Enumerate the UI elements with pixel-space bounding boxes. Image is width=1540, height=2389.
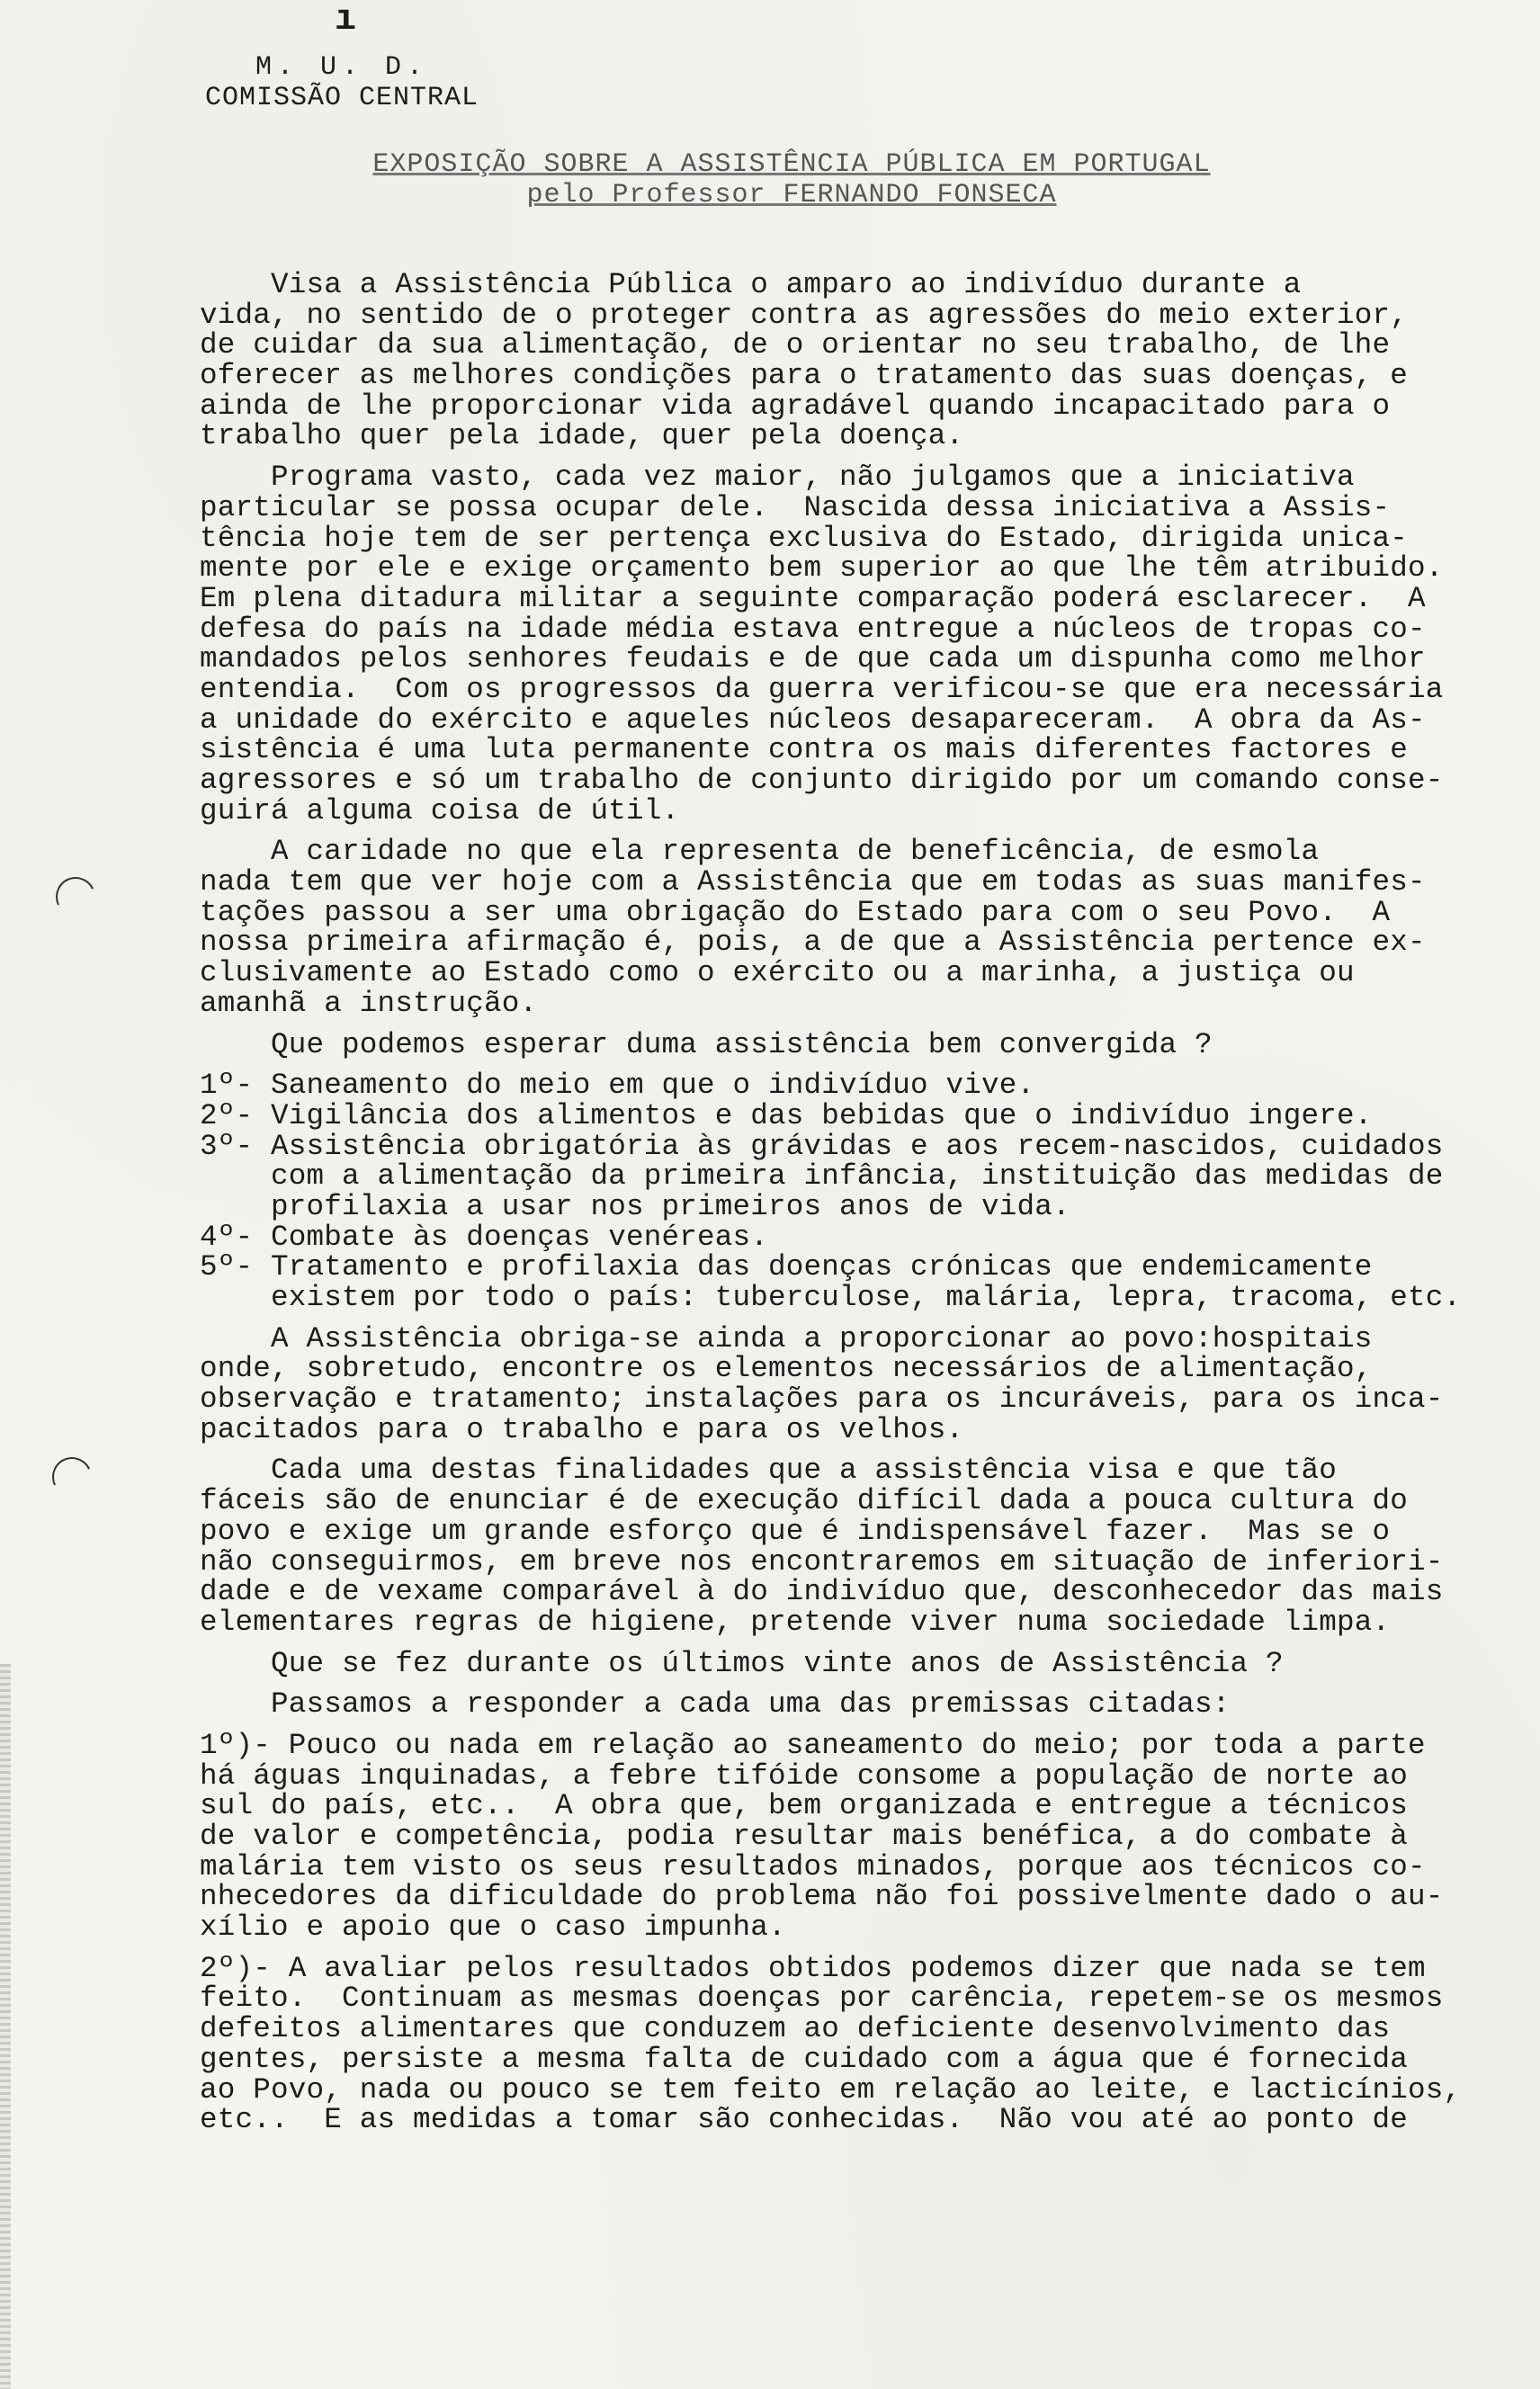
text-line: 3º- Assistência obrigatória às grávidas e aos recem-nascidos, cuidados bbox=[200, 1129, 1444, 1163]
text-line: oferecer as melhores condições para o tratamento das suas doenças, e bbox=[200, 359, 1409, 393]
text-line: nada tem que ver hoje com a Assistência que em todas as suas manifes- bbox=[200, 865, 1426, 899]
text-line: 1º)- Pouco ou nada em relação ao saneamento do meio; por toda a parte bbox=[200, 1728, 1426, 1762]
scan-edge-artifact bbox=[0, 1664, 11, 2389]
text-line: vida, no sentido de o proteger contra as agressões do meio exterior, bbox=[200, 298, 1409, 332]
text-line: Passamos a responder a cada uma das premissas citadas: bbox=[200, 1687, 1231, 1722]
text-line: ao Povo, nada ou pouco se tem feito em relação ao leite, e lacticínios, bbox=[200, 2072, 1462, 2107]
text-line: 5º- Tratamento e profilaxia das doenças crónicas que endemicamente bbox=[200, 1250, 1373, 1284]
text-line: elementares regras de higiene, pretende viver numa sociedade limpa. bbox=[200, 1605, 1391, 1639]
text-line: trabalho quer pela idade, quer pela doença. bbox=[200, 419, 964, 453]
text-line: mandados pelos senhores feudais e de que cada um dispunha como melhor bbox=[200, 642, 1426, 676]
text-line: Visa a Assistência Pública o amparo ao indivíduo durante a bbox=[200, 268, 1302, 301]
text-line: a unidade do exército e aqueles núcleos desapareceram. A obra da As- bbox=[200, 702, 1426, 737]
text-line: povo e exige um grande esforço que é indispensável fazer. Mas se o bbox=[200, 1514, 1391, 1548]
text-line: profilaxia a usar nos primeiros anos de vida. bbox=[200, 1189, 1070, 1223]
text-line: com a alimentação da primeira infância, instituição das medidas de bbox=[200, 1159, 1444, 1194]
text-line: defesa do país na idade média estava entregue a núcleos de tropas co- bbox=[200, 612, 1426, 646]
ink-mark: ı bbox=[335, 0, 357, 40]
text-line: de cuidar da sua alimentação, de o orientar no seu trabalho, de lhe bbox=[200, 328, 1391, 362]
text-line: há águas inquinadas, a febre tifóide consome a população de norte ao bbox=[200, 1758, 1409, 1793]
text-line: tência hoje tem de ser pertença exclusiva do Estado, dirigida unica- bbox=[200, 521, 1409, 555]
text-line: malária tem visto os seus resultados minados, porque aos técnicos co- bbox=[200, 1849, 1426, 1883]
text-line: pacitados para o trabalho e para os velhos. bbox=[200, 1412, 964, 1446]
text-line: 1º- Saneamento do meio em que o indivíduo vive. bbox=[200, 1069, 1035, 1103]
text-line: etc.. E as medidas a tomar são conhecidas. Não vou até ao ponto de bbox=[200, 2103, 1409, 2137]
text-line: observação e tratamento; instalações para os incuráveis, para os inca- bbox=[200, 1382, 1444, 1417]
text-line: fáceis são de enunciar é de execução difícil dada a pouca cultura do bbox=[200, 1484, 1409, 1518]
document-body bbox=[200, 268, 1462, 2137]
margin-punch-mark bbox=[50, 872, 101, 922]
text-line: existem por todo o país: tuberculose, malária, lepra, tracoma, etc. bbox=[200, 1281, 1462, 1314]
title-line-1: EXPOSIÇÃO SOBRE A ASSISTÊNCIA PÚBLICA EM PORTUGAL bbox=[372, 149, 1211, 180]
text-line: A caridade no que ela representa de beneficência, de esmola bbox=[200, 835, 1320, 869]
text-line: A Assistência obriga-se ainda a proporcionar ao povo:hospitais bbox=[200, 1321, 1373, 1356]
organization-header bbox=[184, 52, 499, 113]
text-line: Que podemos esperar duma assistência bem convergida ? bbox=[200, 1027, 1213, 1061]
text-line: nossa primeira afirmação é, pois, a de que a Assistência pertence ex- bbox=[200, 926, 1426, 960]
text-line: onde, sobretudo, encontre os elementos necessários de alimentação, bbox=[200, 1352, 1373, 1386]
text-line: feito. Continuam as mesmas doenças por carência, repetem-se os mesmos bbox=[200, 1982, 1444, 2016]
title-line-2: pelo Professor FERNANDO FONSECA bbox=[526, 180, 1057, 210]
text-line: dade e de vexame comparável à do indivíduo que, desconhecedor das mais bbox=[200, 1575, 1444, 1609]
text-line: guirá alguma coisa de útil. bbox=[200, 793, 680, 828]
text-line: agressores e só um trabalho de conjunto dirigido por um comando conse- bbox=[200, 764, 1444, 797]
document-title bbox=[342, 149, 1241, 210]
text-line: ainda de lhe proporcionar vida agradável quando incapacitado para o bbox=[200, 389, 1391, 423]
text-line: amanhã a instrução. bbox=[200, 986, 538, 1020]
text-line: 4º- Combate às doenças venéreas. bbox=[200, 1220, 769, 1254]
text-line: particular se possa ocupar dele. Nascida dessa iniciativa a Assis- bbox=[200, 490, 1391, 524]
text-line: 2º)- A avaliar pelos resultados obtidos podemos dizer que nada se tem bbox=[200, 1951, 1426, 1985]
text-line: defeitos alimentares que conduzem ao deficiente desenvolvimento das bbox=[200, 2012, 1391, 2046]
text-line: xílio e apoio que o caso impunha. bbox=[200, 1910, 786, 1945]
text-line: sul do país, etc.. A obra que, bem organizada e entregue a técnicos bbox=[200, 1789, 1409, 1823]
text-line: Programa vasto, cada vez maior, não julgamos que a iniciativa bbox=[200, 461, 1355, 495]
text-line: 2º- Vigilância dos alimentos e das bebidas que o indivíduo ingere. bbox=[200, 1098, 1373, 1132]
text-line: não conseguirmos, em breve nos encontraremos em situação de inferiori- bbox=[200, 1544, 1444, 1579]
text-line: clusivamente ao Estado como o exército ou a marinha, a justiça ou bbox=[200, 956, 1355, 990]
text-line: mente por ele e exige orçamento bem superior ao que lhe têm atribuido. bbox=[200, 551, 1444, 586]
text-line: nhecedores da dificuldade do problema não foi possivelmente dado o au- bbox=[200, 1880, 1444, 1914]
org-line-2: COMISSÃO CENTRAL bbox=[204, 83, 479, 113]
text-line: Cada uma destas finalidades que a assistência visa e que tão bbox=[200, 1454, 1338, 1488]
text-line: Em plena ditadura militar a seguinte comparação poderá esclarecer. A bbox=[200, 581, 1426, 615]
text-line: entendia. Com os progressos da guerra verificou-se que era necessária bbox=[200, 672, 1444, 706]
text-line: sistência é uma luta permanente contra os mais diferentes factores e bbox=[200, 733, 1409, 767]
text-line: gentes, persiste a mesma falta de cuidado com a água que é fornecida bbox=[200, 2042, 1409, 2076]
text-line: tações passou a ser uma obrigação do Estado para com o seu Povo. A bbox=[200, 895, 1391, 929]
text-line: Que se fez durante os últimos vinte anos de Assistência ? bbox=[200, 1646, 1284, 1680]
margin-punch-mark bbox=[47, 1452, 97, 1502]
text-line: de valor e competência, podia resultar mais benéfica, a do combate à bbox=[200, 1820, 1409, 1853]
org-line-1: M. U. D. bbox=[255, 52, 429, 83]
